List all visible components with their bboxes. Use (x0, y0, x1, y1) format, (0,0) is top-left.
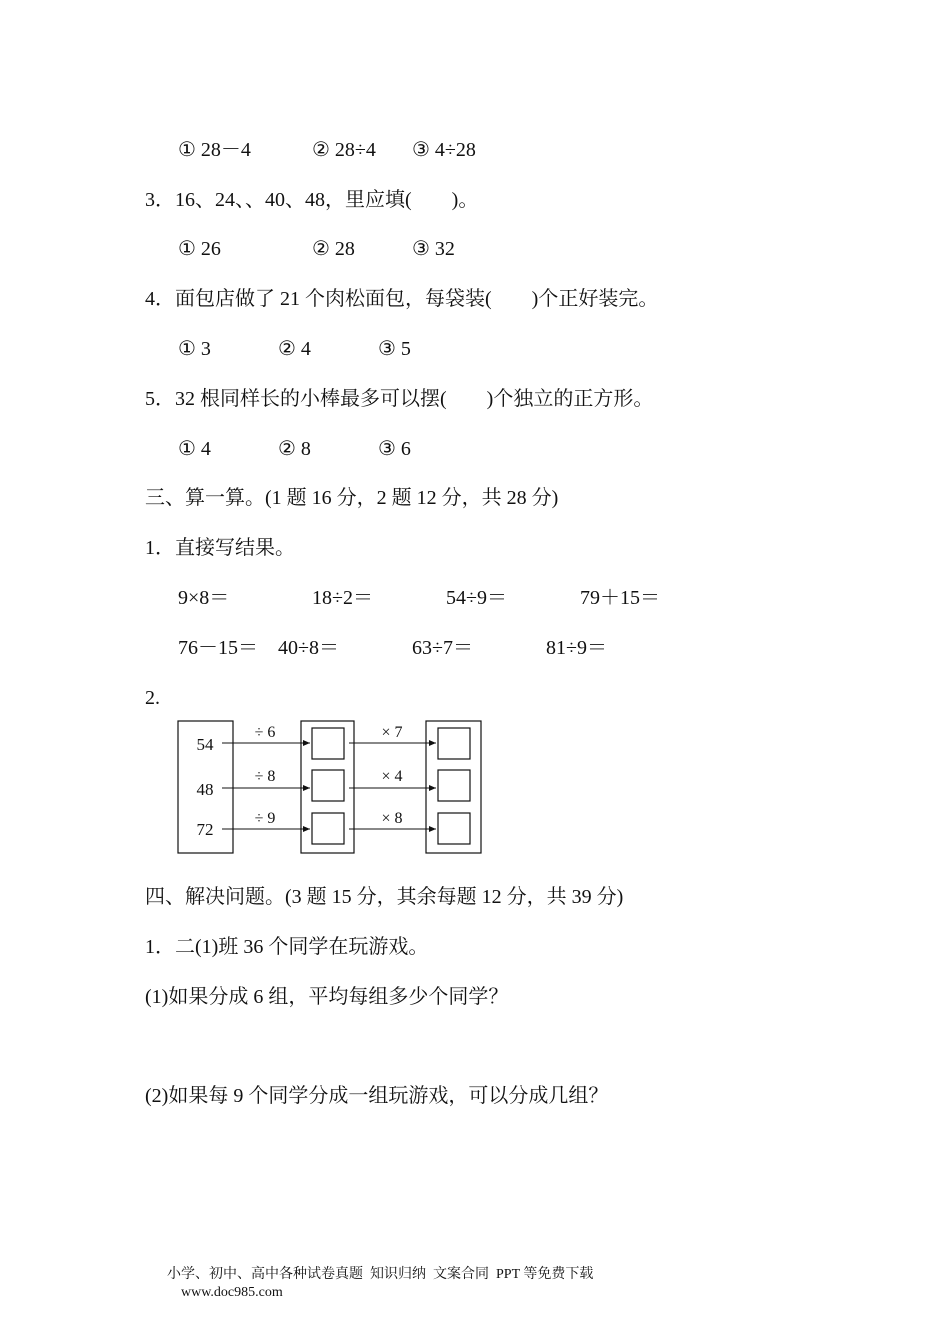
q5-option-2: ② 8 (278, 438, 311, 460)
calc-item: 54÷9＝ (446, 587, 507, 609)
q3-option-1: ① 26 (178, 238, 221, 260)
q4-option-1: ① 3 (178, 338, 211, 360)
q3-option-3: ③ 32 (412, 238, 455, 260)
operation-label: × 7 (381, 724, 403, 741)
question-4: 4．面包店做了 21 个肉松面包，每袋装( )个正好装完。 (145, 288, 659, 310)
section-4-subquestion-1: (1)如果分成 6 组，平均每组多少个同学？ (145, 986, 509, 1008)
q5-option-1: ① 4 (178, 438, 211, 460)
section-4-question-1: 1．二(1)班 36 个同学在玩游戏。 (145, 936, 429, 958)
flow-diagram (172, 717, 492, 857)
section-4-subquestion-2: (2)如果每 9 个同学分成一组玩游戏，可以分成几组？ (145, 1085, 609, 1107)
q3-option-2: ② 28 (312, 238, 355, 260)
q2-option-2: ② 28÷4 (312, 139, 376, 161)
input-number: 48 (196, 780, 214, 799)
question-5: 5．32 根同样长的小棒最多可以摆( )个独立的正方形。 (145, 388, 654, 410)
section-3-part-2-label: 2. (145, 687, 160, 709)
section-4-heading: 四、解决问题。(3 题 15 分，其余每题 12 分，共 39 分) (145, 886, 624, 908)
operation-label: × 8 (381, 810, 403, 827)
middle-column-box (301, 721, 354, 853)
q5-option-3: ③ 6 (378, 438, 411, 460)
input-number: 54 (196, 735, 214, 754)
answer-square[interactable] (438, 770, 470, 801)
calc-item: 81÷9＝ (546, 637, 607, 659)
answer-square[interactable] (438, 813, 470, 844)
question-3: 3．16、24、、40、48，里应填( )。 (145, 189, 479, 211)
answer-square[interactable] (312, 770, 344, 801)
answer-square[interactable] (438, 728, 470, 759)
calc-item: 63÷7＝ (412, 637, 473, 659)
answer-square[interactable] (312, 728, 344, 759)
operation-label: ÷ 9 (254, 810, 276, 827)
answer-square[interactable] (312, 813, 344, 844)
operation-label: × 4 (381, 768, 403, 785)
section-3-part-1-label: 1．直接写结果。 (145, 537, 295, 559)
calc-item: 76－15＝ (178, 637, 258, 659)
q2-option-1: ① 28－4 (178, 139, 251, 161)
page-footer (160, 1248, 601, 1302)
calc-item: 79＋15＝ (580, 587, 660, 609)
calc-item: 9×8＝ (178, 587, 230, 609)
output-column-box (426, 721, 481, 853)
input-number: 72 (196, 820, 214, 839)
q4-option-2: ② 4 (278, 338, 311, 360)
footer-text: 小学、初中、高中各种试卷真题 知识归纳 文案合同 PPT 等免费下载 (167, 1267, 594, 1282)
footer-url[interactable]: www.doc985.com (181, 1285, 283, 1300)
q2-option-3: ③ 4÷28 (412, 139, 476, 161)
operation-label: ÷ 8 (254, 768, 276, 785)
calc-item: 40÷8＝ (278, 637, 339, 659)
q4-option-3: ③ 5 (378, 338, 411, 360)
operation-label: ÷ 6 (254, 724, 276, 741)
section-3-heading: 三、算一算。(1 题 16 分，2 题 12 分，共 28 分) (145, 487, 559, 509)
calc-item: 18÷2＝ (312, 587, 373, 609)
